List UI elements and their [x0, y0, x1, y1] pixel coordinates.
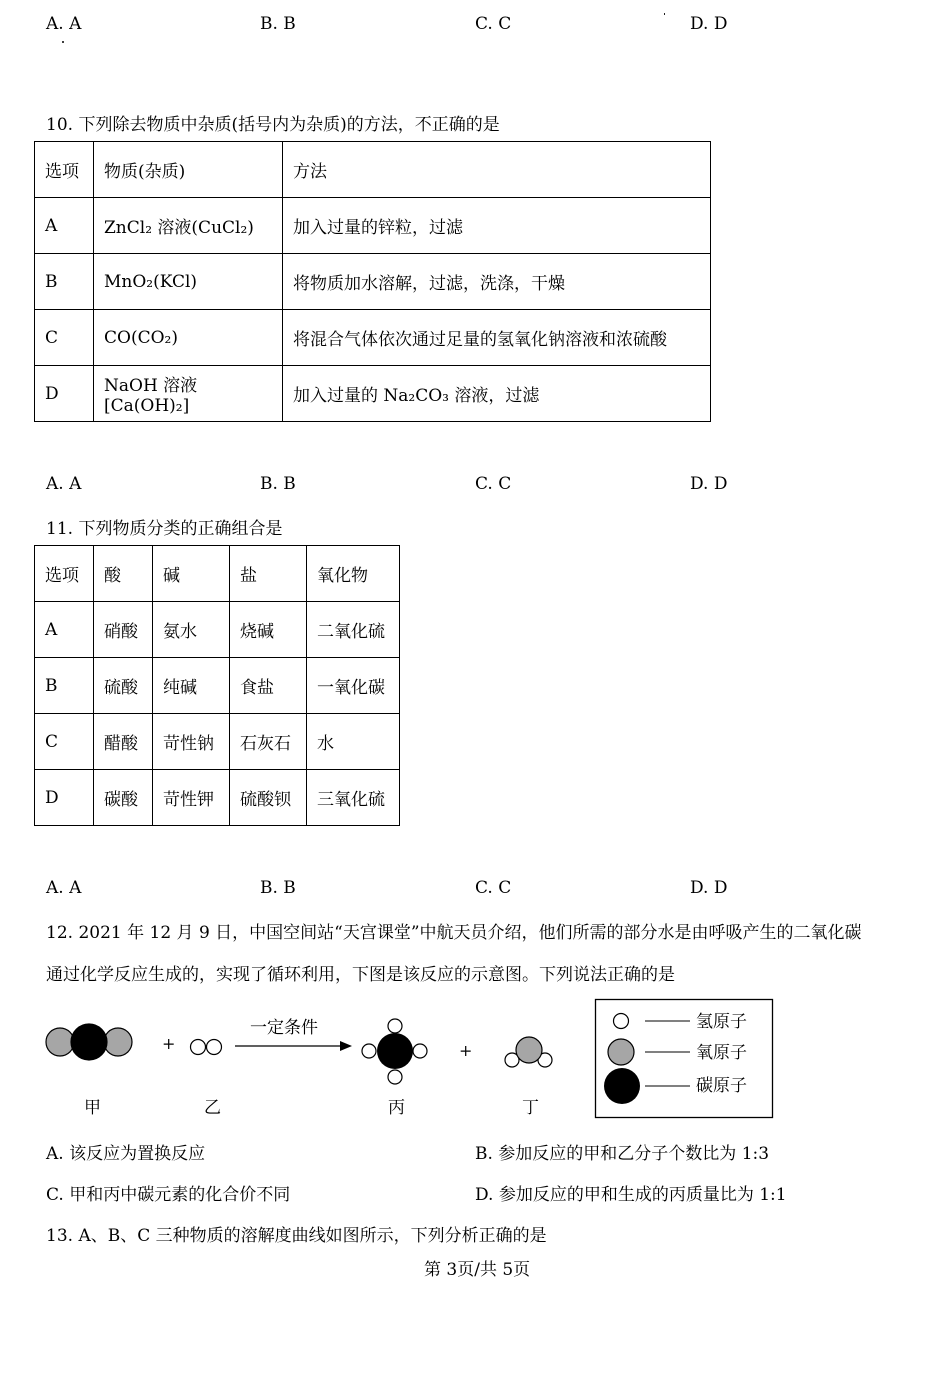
- header-cell: 酸: [94, 546, 153, 602]
- speck-mark: [664, 13, 665, 15]
- label-yi: 乙: [204, 1098, 221, 1118]
- option-a: A. A: [46, 14, 82, 34]
- option-a: A. A: [46, 878, 82, 898]
- header-cell: 盐: [230, 546, 307, 602]
- option-c: C. C: [475, 14, 512, 34]
- option-c: C. C: [475, 474, 512, 494]
- table-cell: NaOH 溶液[Ca(OH)₂]: [94, 366, 283, 422]
- table-row: [35, 602, 400, 658]
- q12-option-a: A. 该反应为置换反应: [46, 1144, 206, 1164]
- header-cell: 碱: [153, 546, 230, 602]
- table-cell: 纯碱: [153, 658, 230, 714]
- q10-table: [34, 141, 711, 422]
- molecule-jia-icon: [46, 1024, 132, 1060]
- table-cell: 烧碱: [230, 602, 307, 658]
- reaction-condition: 一定条件: [250, 1018, 318, 1038]
- table-cell: 硫酸: [94, 658, 153, 714]
- question-12-line2: 通过化学反应生成的，实现了循环利用，下图是该反应的示意图。下列说法正确的是: [46, 965, 675, 985]
- q12-option-d: D. 参加反应的甲和生成的丙质量比为 1:1: [475, 1185, 787, 1205]
- option-d: D. D: [690, 474, 728, 494]
- carbon-atom-icon: [604, 1068, 640, 1104]
- option-b: B. B: [260, 474, 296, 494]
- plus-sign: +: [162, 1034, 176, 1053]
- header-cell: 氧化物: [307, 546, 400, 602]
- label-jia: 甲: [84, 1098, 101, 1118]
- option-d: D. D: [690, 14, 728, 34]
- label-ding: 丁: [522, 1098, 539, 1118]
- table-cell: B: [35, 658, 94, 714]
- table-cell: MnO₂(KCl): [94, 254, 283, 310]
- table-cell: D: [35, 366, 94, 422]
- table-cell: 醋酸: [94, 714, 153, 770]
- table-cell: 氨水: [153, 602, 230, 658]
- legend-hydrogen: 氢原子: [696, 1012, 747, 1032]
- reaction-diagram: [0, 990, 950, 1125]
- table-cell: 硫酸钡: [230, 770, 307, 826]
- table-cell: 加入过量的锌粒，过滤: [283, 198, 711, 254]
- plus-sign: +: [459, 1041, 473, 1060]
- header-cell: 方法: [283, 142, 711, 198]
- question-10-text: 10. 下列除去物质中杂质(括号内为杂质)的方法，不正确的是: [46, 115, 500, 135]
- table-cell: 石灰石: [230, 714, 307, 770]
- question-12-line1: 12. 2021 年 12 月 9 日，中国空间站“天宫课堂”中航天员介绍，他们所需的部分水是由呼吸产生的二氧化碳: [46, 923, 862, 943]
- table-cell: 苛性钠: [153, 714, 230, 770]
- table-cell: 一氧化碳: [307, 658, 400, 714]
- table-row: [35, 254, 711, 310]
- table-cell: 硝酸: [94, 602, 153, 658]
- table-cell: ZnCl₂ 溶液(CuCl₂): [94, 198, 283, 254]
- q11-table: [34, 545, 400, 826]
- table-cell: D: [35, 770, 94, 826]
- legend-oxygen: 氧原子: [696, 1043, 747, 1063]
- table-cell: 食盐: [230, 658, 307, 714]
- table-row: [35, 366, 711, 422]
- speck-mark: [62, 41, 64, 43]
- table-cell: 二氧化硫: [307, 602, 400, 658]
- q12-option-c: C. 甲和丙中碳元素的化合价不同: [46, 1185, 291, 1205]
- table-cell: 加入过量的 Na₂CO₃ 溶液，过滤: [283, 366, 711, 422]
- table-row: [35, 198, 711, 254]
- atom-legend: [596, 1000, 773, 1118]
- table-header-row: [35, 546, 400, 602]
- table-cell: B: [35, 254, 94, 310]
- header-cell: 选项: [35, 546, 94, 602]
- table-cell: 将混合气体依次通过足量的氢氧化钠溶液和浓硫酸: [283, 310, 711, 366]
- table-header-row: [35, 142, 711, 198]
- question-13-text: 13. A、B、C 三种物质的溶解度曲线如图所示，下列分析正确的是: [46, 1226, 547, 1246]
- table-cell: C: [35, 310, 94, 366]
- option-a: A. A: [46, 474, 82, 494]
- header-cell: 物质(杂质): [94, 142, 283, 198]
- option-c: C. C: [475, 878, 512, 898]
- table-cell: CO(CO₂): [94, 310, 283, 366]
- header-cell: 选项: [35, 142, 94, 198]
- legend-carbon: 碳原子: [696, 1076, 747, 1096]
- option-b: B. B: [260, 878, 296, 898]
- table-cell: C: [35, 714, 94, 770]
- option-d: D. D: [690, 878, 728, 898]
- molecule-bing-icon: [362, 1019, 427, 1084]
- table-cell: 三氧化硫: [307, 770, 400, 826]
- reaction-arrow-icon: [235, 1041, 352, 1051]
- page-number: 第 3页/共 5页: [424, 1260, 531, 1280]
- table-cell: 将物质加水溶解，过滤，洗涤，干燥: [283, 254, 711, 310]
- oxygen-atom-icon: [608, 1039, 634, 1065]
- question-11-text: 11. 下列物质分类的正确组合是: [46, 519, 283, 539]
- table-row: [35, 770, 400, 826]
- option-b: B. B: [260, 14, 296, 34]
- table-row: [35, 310, 711, 366]
- table-row: [35, 714, 400, 770]
- table-cell: 苛性钾: [153, 770, 230, 826]
- table-cell: A: [35, 602, 94, 658]
- hydrogen-atom-icon: [614, 1014, 629, 1029]
- label-bing: 丙: [388, 1098, 405, 1118]
- molecule-yi-icon: [191, 1040, 222, 1055]
- table-cell: 水: [307, 714, 400, 770]
- table-cell: A: [35, 198, 94, 254]
- table-row: [35, 658, 400, 714]
- table-cell: 碳酸: [94, 770, 153, 826]
- molecule-ding-icon: [505, 1037, 552, 1067]
- q12-option-b: B. 参加反应的甲和乙分子个数比为 1:3: [475, 1144, 770, 1164]
